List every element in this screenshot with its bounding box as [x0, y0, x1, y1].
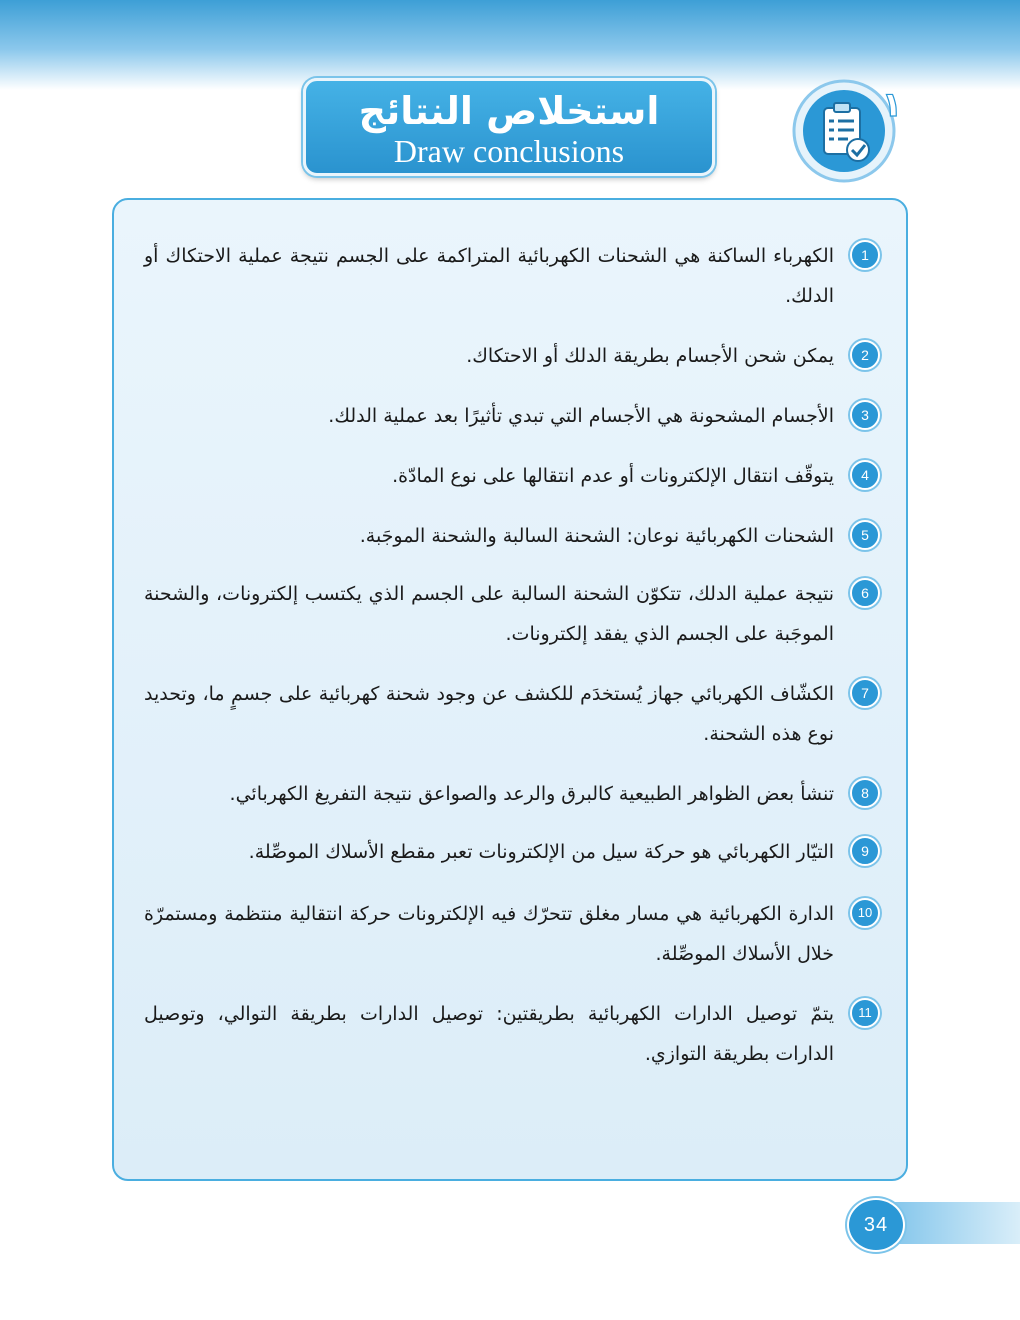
item-number-badge: 9 — [850, 836, 880, 866]
item-number-badge: 6 — [850, 578, 880, 608]
item-text: الكشّاف الكهربائي جهاز يُستخدَم للكشف عن وجود شحنة كهربائية على جسمٍ ما، وتحديد نوع هذه الشحنة. — [144, 683, 834, 745]
conclusions-panel — [112, 198, 908, 1181]
item-text: الدارة الكهربائية هي مسار مغلق تتحرّك فيه الإلكترونات حركة انتقالية منتظمة ومستمرّة خلال الأسلاك الموصِّلة. — [144, 903, 834, 965]
item-text: الأجسام المشحونة هي الأجسام التي تبدي تأثيرًا بعد عملية الدلك. — [328, 405, 834, 427]
item-text: التيّار الكهربائي هو حركة سيل من الإلكترونات تعبر مقطع الأسلاك الموصِّلة. — [248, 841, 834, 863]
section-title-banner — [303, 78, 715, 176]
item-number-badge: 7 — [850, 678, 880, 708]
item-text: يمكن شحن الأجسام بطريقة الدلك أو الاحتكاك. — [466, 345, 834, 367]
clipboard-checklist-icon — [786, 76, 906, 186]
item-text: الكهرباء الساكنة هي الشحنات الكهربائية المتراكمة على الجسم نتيجة عملية الاحتكاك أو الدلك. — [144, 245, 834, 307]
item-number-badge: 10 — [850, 898, 880, 928]
item-number-badge: 4 — [850, 460, 880, 490]
item-number-badge: 1 — [850, 240, 880, 270]
item-text: الشحنات الكهربائية نوعان: الشحنة السالبة والشحنة الموجَبة. — [359, 525, 834, 547]
item-number-badge: 3 — [850, 400, 880, 430]
item-text: يتمّ توصيل الدارات الكهربائية بطريقتين: توصيل الدارات بطريقة التوالي، وتوصيل الدارات بطريقة التوازي. — [144, 1003, 834, 1065]
item-text: يتوقّف انتقال الإلكترونات أو عدم انتقالها على نوع المادّة. — [392, 465, 834, 487]
item-number-badge: 11 — [850, 998, 880, 1028]
page-number: 34 — [847, 1198, 905, 1252]
item-number-badge: 2 — [850, 340, 880, 370]
section-number: ١ — [881, 85, 903, 125]
section-title-arabic: استخلاص النتائج — [358, 89, 660, 133]
section-title-english: Draw conclusions — [393, 133, 625, 169]
item-text: تنشأ بعض الظواهر الطبيعية كالبرق والرعد والصواعق نتيجة التفريغ الكهربائي. — [229, 783, 834, 805]
item-number-badge: 8 — [850, 778, 880, 808]
item-text: نتيجة عملية الدلك، تتكوّن الشحنة السالبة على الجسم الذي يكتسب إلكترونات، والشحنة الموجَبة على الجسم الذي يفقد إلكترونات. — [144, 583, 834, 645]
item-number-badge: 5 — [850, 520, 880, 550]
